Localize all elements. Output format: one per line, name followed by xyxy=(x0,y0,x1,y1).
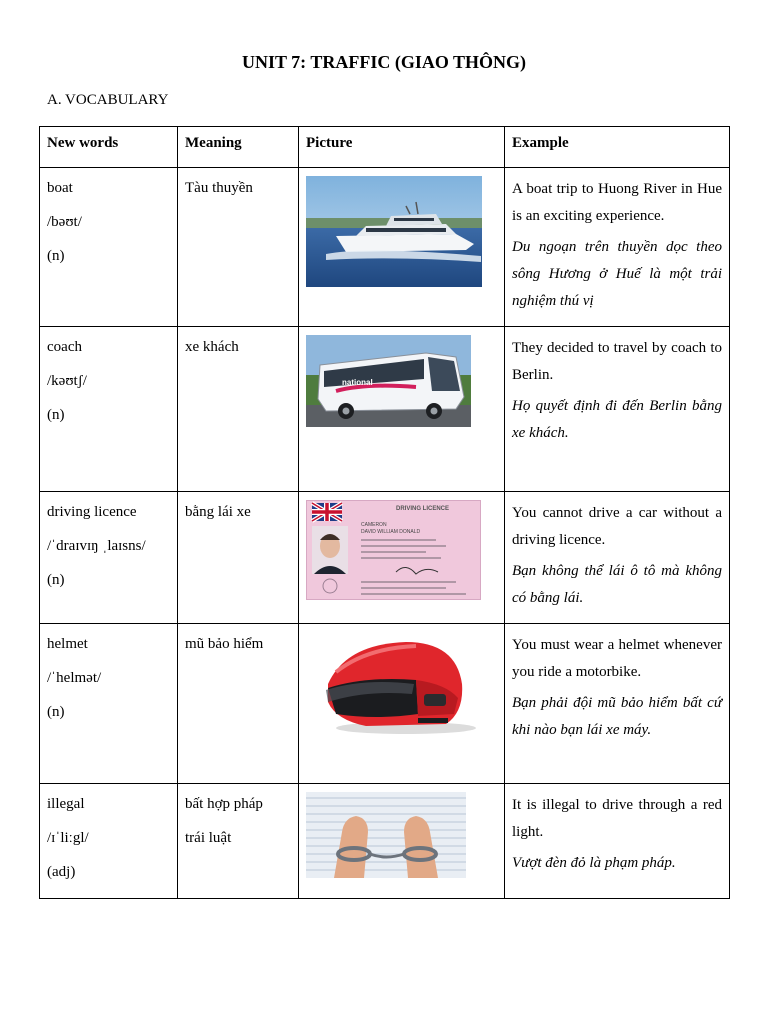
meaning: bằng lái xe xyxy=(185,504,251,520)
word: boat xyxy=(47,180,73,196)
driving-licence-picture xyxy=(306,500,481,600)
part-of-speech: (n) xyxy=(47,407,65,423)
example-english: You cannot drive a car without a driving licence. xyxy=(512,505,722,548)
meaning-cell xyxy=(178,624,299,784)
table-row xyxy=(40,784,730,899)
page-title: UNIT 7: TRAFFIC (GIAO THÔNG) xyxy=(241,52,527,72)
word-cell xyxy=(40,492,178,624)
ipa: /bəʊt/ xyxy=(47,214,82,230)
meaning-cell xyxy=(178,492,299,624)
coach-picture xyxy=(306,335,471,427)
header-picture: Picture xyxy=(299,127,505,168)
meaning: bất hợp pháp xyxy=(185,796,263,812)
vocabulary-table xyxy=(39,126,730,899)
picture-cell xyxy=(299,492,505,624)
table-row xyxy=(40,327,730,492)
ipa: /ˈhelmət/ xyxy=(47,670,102,686)
table-row xyxy=(40,624,730,784)
meaning-secondary: trái luật xyxy=(185,830,232,846)
example-vietnamese: Vượt đèn đỏ là phạm pháp. xyxy=(512,855,676,871)
word: helmet xyxy=(47,636,88,652)
meaning-cell xyxy=(178,168,299,327)
part-of-speech: (n) xyxy=(47,248,65,264)
licence-name1: CAMERON xyxy=(361,522,387,528)
example-vietnamese: Bạn phải đội mũ bảo hiểm bất cứ khi nào bạn lái xe máy. xyxy=(512,695,722,738)
table-header-row xyxy=(40,127,730,168)
part-of-speech: (adj) xyxy=(47,864,76,880)
part-of-speech: (n) xyxy=(47,572,65,588)
picture-cell xyxy=(299,784,505,899)
ipa: /kəʊtʃ/ xyxy=(47,373,87,389)
meaning-cell xyxy=(178,327,299,492)
part-of-speech: (n) xyxy=(47,704,65,720)
word: illegal xyxy=(47,796,85,812)
licence-name2: DAVID WILLIAM DONALD xyxy=(361,529,421,535)
svg-text:national: national xyxy=(342,378,373,387)
header-example: Example xyxy=(505,127,730,168)
word-cell xyxy=(40,168,178,327)
example-cell xyxy=(505,327,730,492)
example-english: You must wear a helmet whenever you ride a motorbike. xyxy=(512,637,722,680)
example-english: It is illegal to drive through a red light. xyxy=(512,797,722,840)
uk-flag-icon xyxy=(312,503,342,521)
word-cell xyxy=(40,624,178,784)
meaning: xe khách xyxy=(185,339,239,355)
meaning: mũ bảo hiểm xyxy=(185,636,264,652)
example-vietnamese: Du ngoạn trên thuyền dọc theo sông Hương ở Huế là một trải nghiệm thú vị xyxy=(512,239,722,309)
licence-heading: DRIVING LICENCE xyxy=(396,506,450,512)
example-english: They decided to travel by coach to Berlin. xyxy=(512,340,722,383)
word-cell xyxy=(40,327,178,492)
ipa: /ɪˈliːgl/ xyxy=(47,830,89,846)
table-row xyxy=(40,492,730,624)
word: coach xyxy=(47,339,82,355)
meaning: Tàu thuyền xyxy=(185,180,253,196)
picture-cell xyxy=(299,624,505,784)
example-cell xyxy=(505,492,730,624)
example-vietnamese: Họ quyết định đi đến Berlin bằng xe khách. xyxy=(512,398,722,441)
ipa: /ˈdraɪvɪŋ ˌlaɪsns/ xyxy=(47,538,146,554)
picture-cell xyxy=(299,327,505,492)
example-english: A boat trip to Huong River in Hue is an exciting experience. xyxy=(512,181,722,224)
handcuffs-picture xyxy=(306,792,466,878)
picture-cell xyxy=(299,168,505,327)
example-cell xyxy=(505,168,730,327)
section-heading: A. VOCABULARY xyxy=(47,92,169,108)
table-row xyxy=(40,168,730,327)
helmet-picture xyxy=(306,632,496,742)
word: driving licence xyxy=(47,504,137,520)
meaning-cell xyxy=(178,784,299,899)
example-cell xyxy=(505,624,730,784)
example-cell xyxy=(505,784,730,899)
word-cell xyxy=(40,784,178,899)
example-vietnamese: Bạn không thể lái ô tô mà không có bằng lái. xyxy=(512,563,722,606)
header-new-words: New words xyxy=(40,127,178,168)
boat-picture xyxy=(306,176,482,287)
header-meaning: Meaning xyxy=(178,127,299,168)
